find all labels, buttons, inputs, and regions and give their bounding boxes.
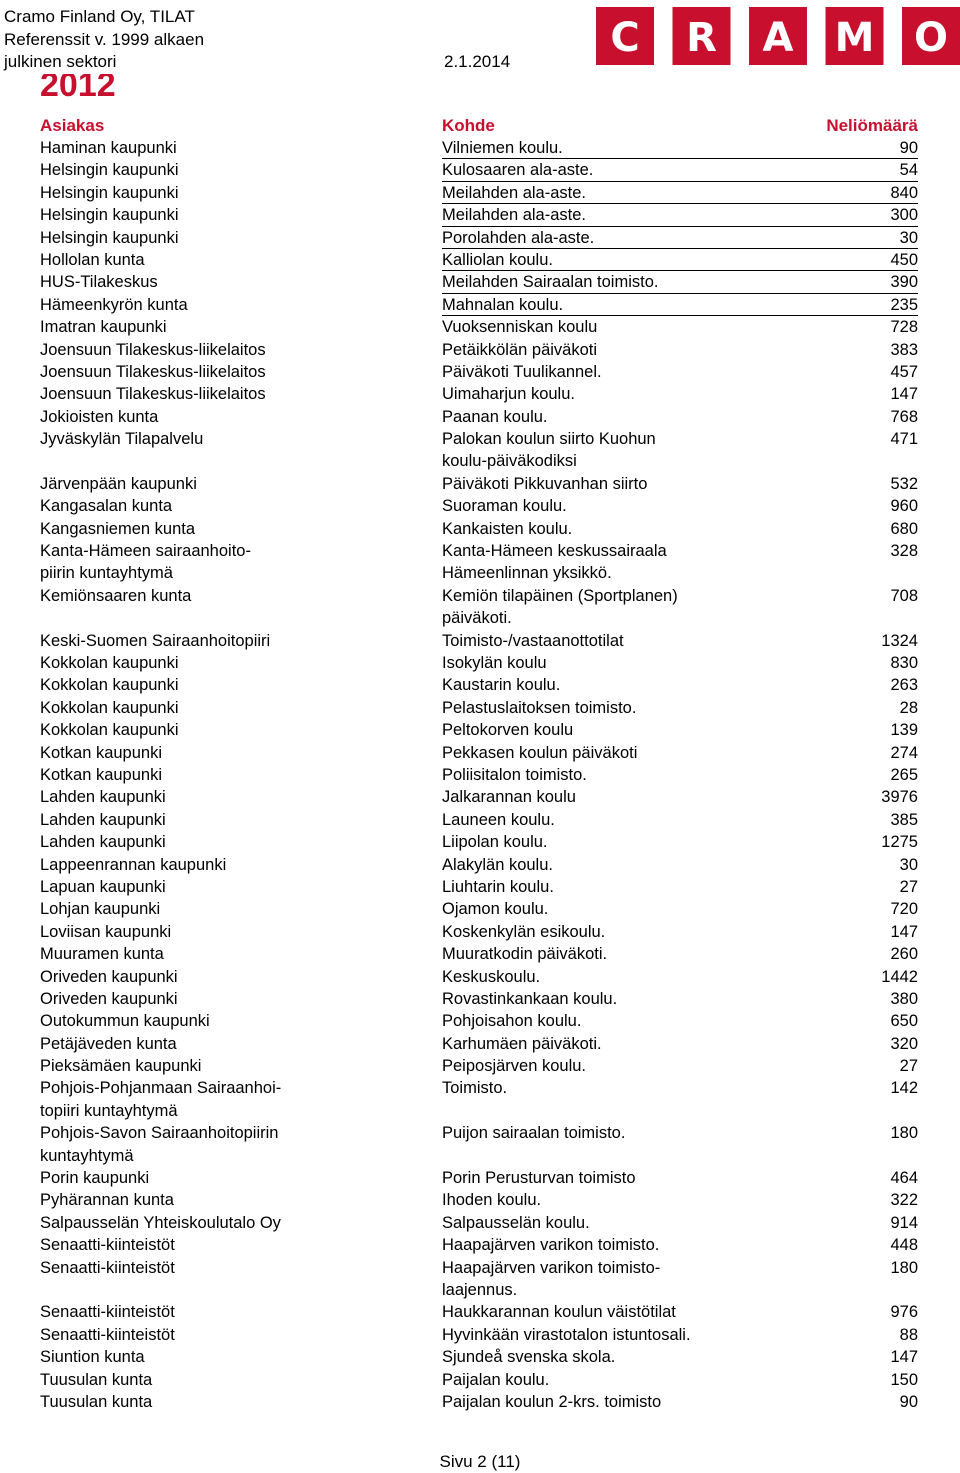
- area-cell: 840: [890, 183, 918, 202]
- target-cell: Muuratkodin päiväkoti.: [442, 945, 608, 964]
- client-cell: Lohjan kaupunki: [40, 900, 161, 919]
- table-row: [0, 921, 960, 943]
- table-row: [0, 182, 960, 204]
- table-row: [0, 786, 960, 808]
- area-cell: 322: [890, 1191, 918, 1210]
- client-cell: Lahden kaupunki: [40, 810, 166, 829]
- table-row: [0, 1077, 960, 1122]
- target-cell: Toimisto-/vastaanottotilat: [442, 631, 624, 650]
- client-cell: Senaatti-kiinteistöt: [40, 1236, 175, 1255]
- target-cell: Hyvinkään virastotalon istuntosali.: [442, 1325, 691, 1344]
- client-cell: Kotkan kaupunki: [40, 743, 163, 762]
- column-header-target: Kohde: [442, 116, 495, 135]
- target-cell: Haapajärven varikon toimisto.: [442, 1236, 660, 1255]
- client-cell: Jyväskylän Tilapalvelu: [40, 430, 204, 449]
- area-cell: 914: [890, 1213, 918, 1232]
- target-cell: Launeen koulu.: [442, 810, 555, 829]
- target-cell: Poliisitalon toimisto.: [442, 765, 587, 784]
- client-cell: Kemiönsaaren kunta: [40, 586, 192, 605]
- target-cell: Meilahden Sairaalan toimisto.: [442, 273, 659, 292]
- client-cell: Kokkolan kaupunki: [40, 676, 179, 695]
- svg-text:R: R: [686, 15, 717, 61]
- sector-label: julkinen sektori: [4, 52, 117, 71]
- table-row: [0, 652, 960, 674]
- target-cell: Haapajärven varikon toimisto- laajennus.: [442, 1258, 661, 1300]
- table-row: [0, 1234, 960, 1256]
- target-cell: Pekkasen koulun päiväkoti: [442, 743, 638, 762]
- area-cell: 30: [899, 855, 918, 874]
- target-cell: Paanan koulu.: [442, 407, 548, 426]
- area-cell: 180: [890, 1258, 918, 1277]
- area-cell: 383: [890, 340, 918, 359]
- client-cell: Joensuun Tilakeskus-liikelaitos: [40, 362, 266, 381]
- target-cell: Keskuskoulu.: [442, 967, 541, 986]
- table-row: [0, 137, 960, 159]
- table-row: [0, 1189, 960, 1211]
- client-cell: Muuramen kunta: [40, 945, 164, 964]
- client-cell: Petäjäveden kunta: [40, 1034, 177, 1053]
- area-cell: 235: [890, 295, 918, 314]
- target-cell: Liuhtarin koulu.: [442, 877, 554, 896]
- table-row: [0, 204, 960, 226]
- table-row: [0, 674, 960, 696]
- client-cell: Siuntion kunta: [40, 1348, 145, 1367]
- page-number: Sivu 2 (11): [439, 1452, 521, 1471]
- logo-letter-block: [826, 7, 884, 65]
- client-cell: Kokkolan kaupunki: [40, 654, 179, 673]
- area-cell: 27: [899, 1057, 918, 1076]
- table-row: [0, 809, 960, 831]
- client-cell: Kokkolan kaupunki: [40, 721, 179, 740]
- logo-letter-block: [902, 7, 960, 65]
- table-row: [0, 898, 960, 920]
- area-cell: 328: [890, 542, 918, 561]
- area-cell: 464: [890, 1169, 918, 1188]
- client-cell: Kokkolan kaupunki: [40, 698, 179, 717]
- target-cell: Pohjoisahon koulu.: [442, 1012, 582, 1031]
- target-cell: Meilahden ala-aste.: [442, 183, 587, 202]
- svg-text:C: C: [610, 15, 640, 61]
- target-cell: Petäikkölän päiväkoti: [442, 340, 598, 359]
- area-cell: 300: [890, 206, 918, 225]
- client-cell: Lapuan kaupunki: [40, 877, 166, 896]
- target-cell: Liipolan koulu.: [442, 833, 548, 852]
- client-cell: Joensuun Tilakeskus-liikelaitos: [40, 340, 266, 359]
- table-row: [0, 473, 960, 495]
- target-cell: Toimisto.: [442, 1079, 508, 1098]
- area-cell: 28: [899, 698, 918, 717]
- table-row: [0, 1369, 960, 1391]
- table-row: [0, 361, 960, 383]
- client-cell: Keski-Suomen Sairaanhoitopiiri: [40, 631, 271, 650]
- client-cell: Joensuun Tilakeskus-liikelaitos: [40, 385, 266, 404]
- table-row: [0, 943, 960, 965]
- table-row: [0, 1167, 960, 1189]
- target-cell: Pelastuslaitoksen toimisto.: [442, 698, 637, 717]
- area-cell: 976: [890, 1303, 918, 1322]
- client-cell: Lahden kaupunki: [40, 788, 166, 807]
- column-header-client: Asiakas: [40, 116, 105, 135]
- table-row: [0, 1010, 960, 1032]
- table-row: [0, 854, 960, 876]
- target-cell: Meilahden ala-aste.: [442, 206, 587, 225]
- table-row: [0, 1257, 960, 1302]
- target-cell: Kalliolan koulu.: [442, 250, 553, 269]
- area-cell: 260: [890, 945, 918, 964]
- area-cell: 180: [890, 1124, 918, 1143]
- area-cell: 150: [890, 1370, 918, 1389]
- table-row: [0, 742, 960, 764]
- area-cell: 728: [890, 318, 918, 337]
- table-row: [0, 1055, 960, 1077]
- client-cell: Pieksämäen kaupunki: [40, 1057, 202, 1076]
- area-cell: 1275: [881, 833, 918, 852]
- table-row: [0, 159, 960, 181]
- reference-table: [0, 137, 960, 1413]
- svg-text:A: A: [762, 15, 794, 61]
- table-row: [0, 294, 960, 316]
- logo-letter-block: [749, 7, 807, 65]
- target-cell: Uimaharjun koulu.: [442, 385, 575, 404]
- area-cell: 320: [890, 1034, 918, 1053]
- target-cell: Vilniemen koulu.: [442, 139, 563, 157]
- area-cell: 274: [890, 743, 918, 762]
- target-cell: Kankaisten koulu.: [442, 519, 573, 538]
- area-cell: 960: [890, 497, 918, 516]
- client-cell: Pohjois-Savon Sairaanhoitopiirin kuntayhtymä: [40, 1124, 279, 1165]
- target-cell: Kanta-Hämeen keskussairaala Hämeenlinnan yksikkö.: [442, 542, 667, 583]
- area-cell: 147: [890, 385, 918, 404]
- area-cell: 90: [899, 1392, 918, 1411]
- area-cell: 3976: [881, 788, 918, 807]
- table-row: [0, 540, 960, 585]
- target-cell: Suoraman koulu.: [442, 497, 567, 516]
- table-row: [0, 831, 960, 853]
- table-row: [0, 630, 960, 652]
- table-row: [0, 1122, 960, 1167]
- table-row: [0, 988, 960, 1010]
- client-cell: Imatran kaupunki: [40, 318, 167, 337]
- area-cell: 380: [890, 989, 918, 1008]
- client-cell: Hollolan kunta: [40, 250, 145, 269]
- target-cell: Rovastinkankaan koulu.: [442, 989, 618, 1008]
- table-row: [0, 495, 960, 517]
- area-cell: 265: [890, 765, 918, 784]
- target-cell: Päiväkoti Tuulikannel.: [442, 362, 602, 381]
- table-row: [0, 1346, 960, 1368]
- target-cell: Mahnalan koulu.: [442, 295, 564, 314]
- target-cell: Puijon sairaalan toimisto.: [442, 1124, 626, 1143]
- area-cell: 457: [890, 362, 918, 381]
- area-cell: 532: [890, 474, 918, 493]
- table-row: [0, 339, 960, 361]
- table-row: [0, 585, 960, 630]
- logo-letter-block: [596, 7, 654, 65]
- area-cell: 54: [899, 161, 918, 180]
- area-cell: 768: [890, 407, 918, 426]
- client-cell: Oriveden kaupunki: [40, 989, 178, 1008]
- target-cell: Paijalan koulu.: [442, 1370, 550, 1389]
- table-row: [0, 1301, 960, 1323]
- area-cell: 385: [890, 810, 918, 829]
- target-cell: Ojamon koulu.: [442, 900, 549, 919]
- table-row: [0, 719, 960, 741]
- target-cell: Kemiön tilapäinen (Sportplanen) päiväkoti.: [442, 586, 678, 628]
- table-row: [0, 1033, 960, 1055]
- area-cell: 147: [890, 1348, 918, 1367]
- target-cell: Salpausselän koulu.: [442, 1213, 590, 1232]
- client-cell: Helsingin kaupunki: [40, 206, 179, 225]
- area-cell: 680: [890, 519, 918, 538]
- client-cell: Helsingin kaupunki: [40, 161, 179, 180]
- area-cell: 448: [890, 1236, 918, 1255]
- year-heading: 2012: [40, 74, 116, 100]
- client-cell: Haminan kaupunki: [40, 139, 177, 157]
- area-cell: 88: [899, 1325, 918, 1344]
- client-cell: Tuusulan kunta: [40, 1370, 153, 1389]
- client-cell: Pyhärannan kunta: [40, 1191, 174, 1210]
- table-row: [0, 764, 960, 786]
- client-cell: Outokummun kaupunki: [40, 1012, 210, 1031]
- table-row: [0, 1391, 960, 1413]
- client-cell: Helsingin kaupunki: [40, 228, 179, 247]
- area-cell: 471: [890, 430, 918, 449]
- target-cell: Porolahden ala-aste.: [442, 228, 595, 247]
- target-cell: Peiposjärven koulu.: [442, 1057, 587, 1076]
- area-cell: 450: [890, 250, 918, 269]
- client-cell: Senaatti-kiinteistöt: [40, 1303, 175, 1322]
- client-cell: Pohjois-Pohjanmaan Sairaanhoi- topiiri kuntayhtymä: [40, 1079, 282, 1120]
- target-cell: Päiväkoti Pikkuvanhan siirto: [442, 474, 648, 493]
- area-cell: 27: [899, 877, 918, 896]
- svg-text:O: O: [913, 15, 949, 61]
- cramo-logo: [596, 7, 960, 65]
- table-row: [0, 316, 960, 338]
- area-cell: 1442: [881, 967, 918, 986]
- client-cell: Kangasniemen kunta: [40, 519, 196, 538]
- table-row: [0, 406, 960, 428]
- target-cell: Vuoksenniskan koulu: [442, 318, 598, 337]
- area-cell: 30: [899, 228, 918, 247]
- area-cell: 147: [890, 922, 918, 941]
- table-row: [0, 271, 960, 293]
- target-cell: Koskenkylän esikoulu.: [442, 922, 606, 941]
- client-cell: Senaatti-kiinteistöt: [40, 1258, 175, 1277]
- client-cell: Lahden kaupunki: [40, 833, 166, 852]
- target-cell: Palokan koulun siirto Kuohun koulu-päiväkodiksi: [442, 430, 656, 471]
- target-cell: Kulosaaren ala-aste.: [442, 161, 594, 180]
- client-cell: Järvenpään kaupunki: [40, 474, 197, 493]
- client-cell: Jokioisten kunta: [40, 407, 159, 426]
- company-name: Cramo Finland Oy, TILAT: [4, 7, 195, 26]
- area-cell: 390: [890, 273, 918, 292]
- client-cell: HUS-Tilakeskus: [40, 273, 158, 292]
- target-cell: Kaustarin koulu.: [442, 676, 561, 695]
- logo-letter-block: [673, 7, 731, 65]
- table-row: [0, 428, 960, 473]
- client-cell: Senaatti-kiinteistöt: [40, 1325, 175, 1344]
- column-header-area: Neliömäärä: [826, 116, 918, 135]
- area-cell: 139: [890, 721, 918, 740]
- table-row: [0, 518, 960, 540]
- target-cell: Porin Perusturvan toimisto: [442, 1169, 636, 1188]
- area-cell: 720: [890, 900, 918, 919]
- client-cell: Oriveden kaupunki: [40, 967, 178, 986]
- area-cell: 650: [890, 1012, 918, 1031]
- table-row: [0, 383, 960, 405]
- client-cell: Helsingin kaupunki: [40, 183, 179, 202]
- client-cell: Porin kaupunki: [40, 1169, 150, 1188]
- table-row: [0, 966, 960, 988]
- target-cell: Sjundeå svenska skola.: [442, 1348, 616, 1367]
- target-cell: Ihoden koulu.: [442, 1191, 542, 1210]
- table-row: [0, 1212, 960, 1234]
- client-cell: Tuusulan kunta: [40, 1392, 153, 1411]
- svg-text:M: M: [834, 15, 875, 61]
- client-cell: Hämeenkyrön kunta: [40, 295, 188, 314]
- client-cell: Lappeenrannan kaupunki: [40, 855, 227, 874]
- table-row: [0, 227, 960, 249]
- area-cell: 142: [890, 1079, 918, 1098]
- table-row: [0, 249, 960, 271]
- table-row: [0, 1324, 960, 1346]
- area-cell: 90: [899, 139, 918, 157]
- target-cell: Paijalan koulun 2-krs. toimisto: [442, 1392, 662, 1411]
- area-cell: 1324: [881, 631, 918, 650]
- area-cell: 708: [890, 586, 918, 605]
- area-cell: 263: [890, 676, 918, 695]
- table-row: [0, 697, 960, 719]
- client-cell: Kangasalan kunta: [40, 497, 173, 516]
- client-cell: Kanta-Hämeen sairaanhoito- piirin kuntayhtymä: [40, 542, 251, 583]
- area-cell: 830: [890, 654, 918, 673]
- client-cell: Salpausselän Yhteiskoulutalo Oy: [40, 1213, 281, 1232]
- target-cell: Isokylän koulu: [442, 654, 547, 673]
- client-cell: Kotkan kaupunki: [40, 765, 163, 784]
- client-cell: Loviisan kaupunki: [40, 922, 172, 941]
- table-row: [0, 876, 960, 898]
- target-cell: Alakylän koulu.: [442, 855, 553, 874]
- target-cell: Jalkarannan koulu: [442, 788, 576, 807]
- target-cell: Peltokorven koulu: [442, 721, 574, 740]
- target-cell: Karhumäen päiväkoti.: [442, 1034, 602, 1053]
- target-cell: Haukkarannan koulun väistötilat: [442, 1303, 676, 1322]
- document-subtitle: Referenssit v. 1999 alkaen: [4, 29, 205, 49]
- document-date: 2.1.2014: [444, 52, 511, 71]
